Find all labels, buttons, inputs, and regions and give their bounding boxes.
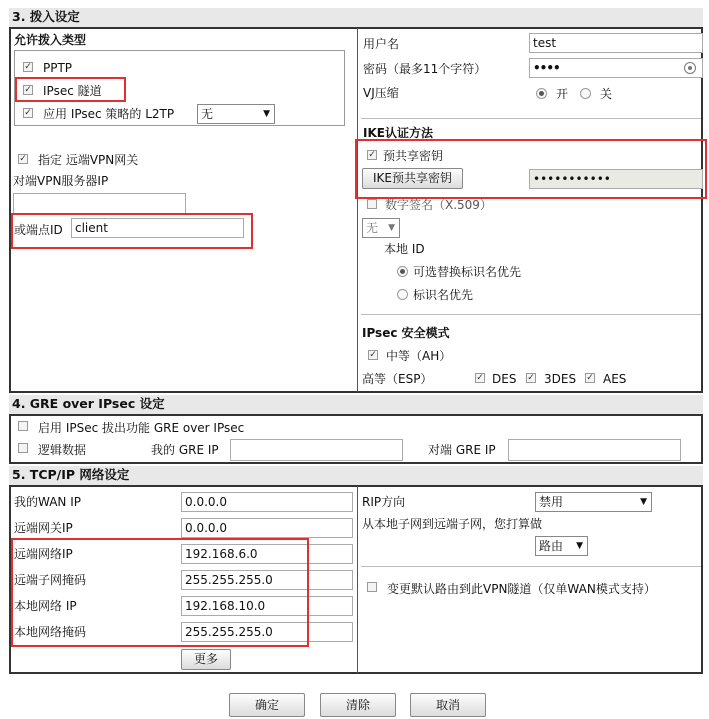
3des-checkbox[interactable]: ✓: [527, 373, 535, 383]
section3-title: 3. 拨入设定: [12, 9, 80, 24]
alt-subject-first-label: 可选替换标识名优先: [413, 265, 522, 279]
remote-network-ip-label: 远端网络IP: [14, 547, 73, 561]
dialin-types-title: 允许拨入类型: [14, 33, 87, 47]
medium-ah-checkbox[interactable]: ✓: [369, 350, 377, 360]
vj-off-label: 关: [600, 87, 613, 101]
password-input[interactable]: [529, 58, 703, 78]
aes-label: AES: [603, 372, 627, 386]
local-network-ip-input[interactable]: 192.168.10.0: [181, 596, 353, 616]
digital-signature-select-value: 无: [366, 221, 379, 235]
default-route-separator: [361, 566, 701, 567]
preshared-key-label: 预共享密钥: [383, 149, 444, 163]
logical-data-checkbox[interactable]: [18, 443, 28, 453]
alt-subject-first-radio[interactable]: [397, 266, 408, 277]
local-id-label: 本地 ID: [384, 242, 425, 256]
password-label: 密码（最多11个字符）: [363, 62, 487, 76]
section4-header: [9, 395, 703, 414]
aes-checkbox[interactable]: ✓: [586, 373, 594, 383]
username-input[interactable]: test: [529, 33, 703, 53]
des-checkbox[interactable]: ✓: [476, 373, 484, 383]
digital-signature-select[interactable]: [362, 218, 400, 238]
3des-label: 3DES: [544, 372, 577, 386]
remote-gateway-ip-label: 远端网关IP: [14, 521, 73, 535]
route-mode-select[interactable]: [535, 536, 588, 556]
vj-compression-label: VJ压缩: [363, 86, 399, 100]
medium-ah-label: 中等（AH）: [386, 349, 452, 363]
subject-first-label: 标识名优先: [413, 288, 474, 302]
route-mode-value: 路由: [539, 539, 564, 553]
ipsec-tunnel-label: IPsec 隧道: [43, 84, 102, 98]
logical-data-label: 逻辑数据: [38, 443, 87, 457]
default-route-label: 变更默认路由到此VPN隧道（仅单WAN模式支持）: [387, 582, 656, 596]
preshared-key-checkbox[interactable]: ✓: [368, 150, 376, 160]
local-network-ip-label: 本地网络 IP: [14, 599, 77, 613]
subject-first-radio[interactable]: [397, 289, 408, 300]
ok-button[interactable]: 确定: [229, 693, 305, 717]
ipsec-tunnel-checkbox[interactable]: ✓: [24, 85, 32, 95]
section3-divider: [357, 28, 358, 392]
peer-gre-ip-label: 对端 GRE IP: [428, 443, 496, 457]
remote-network-ip-input[interactable]: 192.168.6.0: [181, 544, 353, 564]
section5-title: 5. TCP/IP 网络设定: [12, 467, 130, 482]
peer-id-label: 或端点ID: [14, 223, 63, 237]
ike-auth-title: IKE认证方法: [363, 126, 433, 140]
ike-psk-input[interactable]: •••••••••••: [529, 169, 703, 189]
highlight-ike-psk: [355, 139, 707, 199]
default-route-checkbox[interactable]: [367, 582, 377, 592]
chevron-down-icon: ▼: [263, 109, 270, 119]
enable-gre-checkbox[interactable]: [18, 421, 28, 431]
wan-ip-input[interactable]: 0.0.0.0: [181, 492, 353, 512]
specify-gateway-checkbox[interactable]: ✓: [19, 154, 27, 164]
peer-vpn-server-ip-label: 对端VPN服务器IP: [13, 174, 109, 188]
show-password-icon[interactable]: [684, 62, 696, 74]
rip-direction-select[interactable]: [535, 492, 652, 512]
section3-header: [9, 8, 703, 27]
peer-gre-ip-input[interactable]: [508, 439, 681, 461]
remote-gateway-ip-input[interactable]: 0.0.0.0: [181, 518, 353, 538]
digital-signature-label: 数字签名（X.509）: [385, 198, 492, 212]
remote-subnet-mask-label: 远端子网掩码: [14, 573, 87, 587]
peer-vpn-server-ip-input[interactable]: [13, 193, 186, 214]
vj-off-radio[interactable]: [580, 88, 591, 99]
chevron-down-icon: ▼: [576, 541, 583, 551]
my-gre-ip-input[interactable]: [230, 439, 403, 461]
rip-direction-value: 禁用: [539, 495, 564, 509]
peer-id-input[interactable]: client: [71, 218, 244, 238]
section5-header: [9, 466, 703, 485]
des-label: DES: [492, 372, 517, 386]
pptp-checkbox[interactable]: ✓: [24, 62, 32, 72]
local-network-mask-label: 本地网络掩码: [14, 625, 87, 639]
rip-direction-label: RIP方向: [362, 495, 406, 509]
remote-subnet-mask-input[interactable]: 255.255.255.0: [181, 570, 353, 590]
ipsec-mode-separator: [361, 314, 701, 315]
vj-on-radio[interactable]: [536, 88, 547, 99]
specify-gateway-label: 指定 远端VPN网关: [38, 153, 139, 167]
more-button[interactable]: 更多: [181, 649, 231, 670]
ipsec-mode-title: IPsec 安全模式: [362, 326, 450, 340]
l2tp-select[interactable]: [197, 104, 275, 124]
l2tp-checkbox[interactable]: ✓: [24, 108, 32, 118]
clear-button[interactable]: 清除: [320, 693, 396, 717]
ike-separator: [361, 118, 701, 119]
pptp-label: PPTP: [43, 61, 73, 75]
password-value: ••••: [533, 61, 560, 75]
chevron-down-icon: ▼: [640, 497, 647, 507]
chevron-down-icon: ▼: [388, 223, 395, 233]
my-gre-ip-label: 我的 GRE IP: [151, 443, 219, 457]
enable-gre-label: 启用 IPSec 拔出功能 GRE over IPsec: [38, 421, 245, 435]
vj-on-label: 开: [556, 87, 569, 101]
l2tp-label: 应用 IPsec 策略的 L2TP: [43, 107, 175, 121]
ike-psk-button[interactable]: IKE预共享密钥: [362, 168, 463, 189]
highlight-ipsec-tunnel: [15, 77, 126, 102]
digital-signature-checkbox[interactable]: [367, 199, 377, 209]
section4-title: 4. GRE over IPsec 设定: [12, 396, 165, 411]
cancel-button[interactable]: 取消: [410, 693, 486, 717]
highlight-peer-id: [11, 213, 253, 249]
local-to-remote-label: 从本地子网到远端子网，您打算做: [362, 517, 543, 531]
local-network-mask-input[interactable]: 255.255.255.0: [181, 622, 353, 642]
high-esp-label: 高等（ESP）: [362, 372, 433, 386]
section5-divider: [357, 486, 358, 673]
username-label: 用户名: [363, 37, 400, 51]
l2tp-select-value: 无: [201, 107, 214, 121]
highlight-network-settings: [11, 538, 309, 647]
wan-ip-label: 我的WAN IP: [14, 495, 81, 509]
